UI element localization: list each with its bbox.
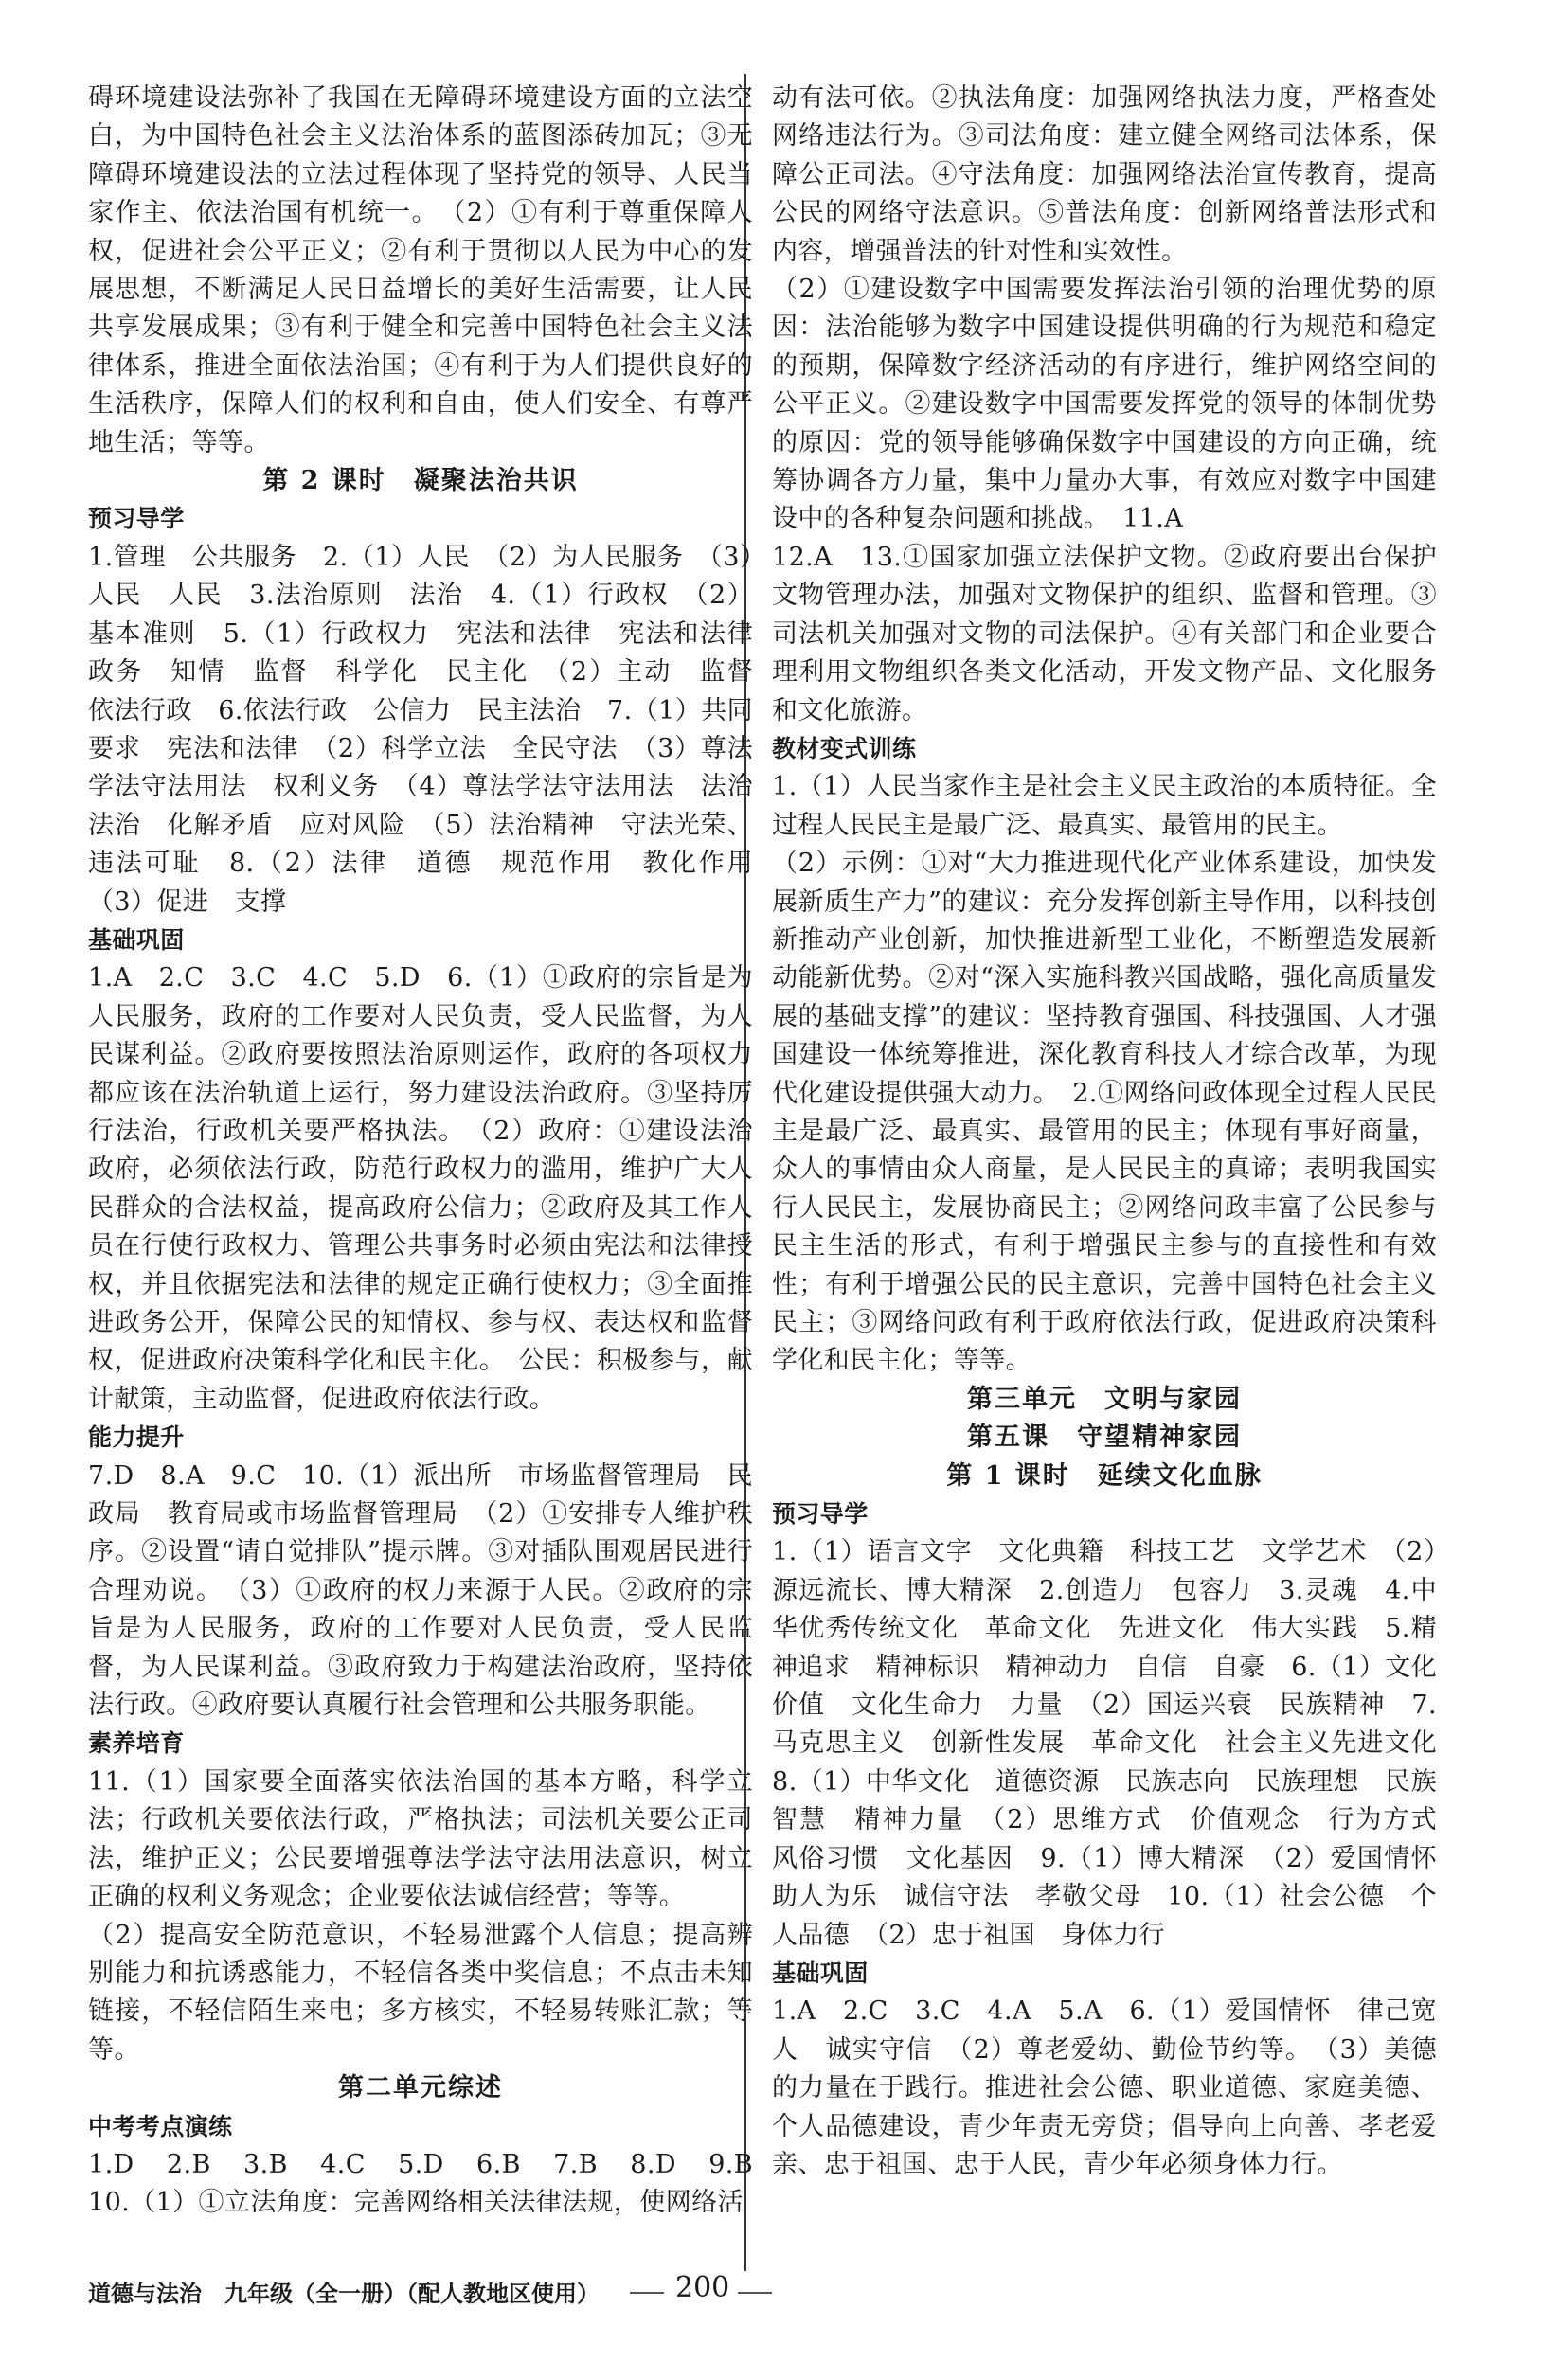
footer-dash-right bbox=[738, 2292, 772, 2294]
section-heading: 教材变式训练 bbox=[772, 734, 917, 762]
paragraph: （2）示例：①对“大力推进现代化产业体系建设，加快发展新质生产力”的建议：充分发挥创新主导作用，以科技创新推动产业创新，加快推进新型工业化，不断塑造发展新动能新优势。②对“深入实施科教兴国战略，强化高质量发展的基础支撑”的建议：坚持教育强国、科技强国、人才强国建设一体统筹推进，深化教育科技人才综合改革，为现代化建设提供强大动力。 2.①网络问政体现全过程人民民主是最广泛、最真实、最管用的民主；体现有事好商量，众人的事情由众人商量，是人民民主的真谛；表明我国实行人民民主，发展协商民主；②网络问政丰富了公民参与民主生活的形式，有利于增强民主参与的直接性和有效性；有利于增强公民的民主意识，完善中国特色社会主义民主；③网络问政有利于政府依法行政，促进政府决策科学化和民主化；等等。 bbox=[772, 849, 1437, 1376]
section-heading: 第五课 守望精神家园 bbox=[967, 1423, 1242, 1453]
paragraph: 1.（1）人民当家作主是社会主义民主政治的本质特征。全过程人民民主是最广泛、最真实、最管用的民主。 bbox=[772, 772, 1437, 840]
paragraph: 1.A 2.C 3.C 4.A 5.A 6.（1）爱国情怀 律己宽人 诚实守信 （2）尊老爱幼、勤俭节约等。 （3）美德的力量在于践行。推进社会公德、职业道德、家庭美德、个人品德建设，青少年责无旁贷；倡导向上向善、孝老爱亲、忠于祖国、忠于人民，青少年必须身体力行。 bbox=[772, 1996, 1437, 2179]
book-info: 道德与法治 九年级（全一册）（配人教地区使用） bbox=[88, 2281, 600, 2307]
paragraph: 1.（1）语言文字 文化典籍 科技工艺 文学艺术 （2）源远流长、博大精深 2.创造力 包容力 3.灵魂 4.中华优秀传统文化 革命文化 先进文化 伟大实践 5.精神追求 精神标识 精神动力 自信 自豪 6.（1）文化价值 文化生命力 力量 （2）国运兴衰 民族精神 7.马克思主义 创新性发展 革命文化 社会主义先进文化 8.（1）中华文化 道德资源 民族志向 民族理想 民族智慧 精神力量 （2）思维方式 价值观念 行为方式 风俗习惯 文化基因 9.（1）博大精深 （2）爱国情怀 助人为乐 诚信守法 孝敬父母 10.（1）社会公德 个人品德 （2）忠于祖国 身体力行 bbox=[772, 1537, 1463, 1950]
section-heading: 素养培育 bbox=[88, 1729, 185, 1758]
right-column bbox=[772, 80, 1463, 2184]
paragraph: （2）①建设数字中国需要发挥法治引领的治理优势的原因：法治能够为数字中国建设提供明确的行为规范和稳定的预期，保障数字经济活动的有序进行，维护网络空间的公平正义。②建设数字中国需要发挥党的领导的体制优势的原因：党的领导能够确保数字中国建设的方向正确，统筹协调各方力量，集中力量办大事，有效应对数字中国建设中的各种复杂问题和挑战。 11.A bbox=[772, 275, 1437, 534]
section-heading: 第三单元 文明与家园 bbox=[967, 1384, 1242, 1414]
section-heading: 第 1 课时 延续文化血脉 bbox=[946, 1460, 1263, 1491]
paragraph: 动有法可依。②执法角度：加强网络执法力度，严格查处网络违法行为。③司法角度：建立健全网络司法体系，保障公正司法。④守法角度：加强网络法治宣传教育，提高公民的网络守法意识。⑤普法角度：创新网络普法形式和内容，增强普法的针对性和实效性。 bbox=[772, 83, 1437, 266]
paragraph: 1.D 2.B 3.B 4.C 5.D 6.B 7.B 8.D 9.B 10.（1）①立法角度：完善网络相关法律法规，使网络活 bbox=[88, 2149, 780, 2218]
section-heading: 中考考点演练 bbox=[88, 2112, 233, 2140]
section-heading: 能力提升 bbox=[88, 1423, 185, 1452]
page-footer bbox=[88, 2271, 1452, 2317]
footer-dash-left bbox=[630, 2292, 664, 2294]
paragraph: 碍环境建设法弥补了我国在无障碍环境建设方面的立法空白，为中国特色社会主义法治体系的蓝图添砖加瓦；③无障碍环境建设法的立法过程体现了坚持党的领导、人民当家作主、依法治国有机统一。 （2）①有利于尊重保障人权，促进社会公平正义；②有利于贯彻以人民为中心的发展思想，不断满足人民日益增长的美好生活需要，让人民共享发展成果；③有利于健全和完善中国特色社会主义法律体系，推进全面依法治国；④有利于为人们提供良好的生活秩序，保障人们的权利和自由，使人们安全、有尊严地生活；等等。 bbox=[88, 83, 753, 457]
paragraph: 1.管理 公共服务 2.（1）人民 （2）为人民服务 （3）人民 人民 3.法治原则 法治 4.（1）行政权 （2）基本准则 5.（1）行政权力 宪法和法律 宪法和法律 政务 知情 监督 科学化 民主化 （2）主动 监督 依法行政 6.依法行政 公信力 民主法治 7.（1）共同要求 宪法和法律 （2）科学立法 全民守法 （3）尊法学法守法用法 权利义务 （4）尊法学法守法用法 法治 法治 化解矛盾 应对风险 （5）法治精神 守法光荣、违法可耻 8.（2）法律 道德 规范作用 教化作用 （3）促进 支撑 bbox=[88, 542, 780, 917]
section-heading: 基础巩固 bbox=[88, 925, 185, 954]
paragraph: 7.D 8.A 9.C 10.（1）派出所 市场监督管理局 民政局 教育局或市场监督管理局 （2）①安排专人维护秩序。②设置“请自觉排队”提示牌。③对插队围观居民进行合理劝说。 （3）①政府的权力来源于人民。②政府的宗旨是为人民服务，政府的工作要对人民负责，受人民监督，为人民谋利益。③政府致力于构建法治政府，坚持依法行政。④政府要认真履行社会管理和公共服务职能。 bbox=[88, 1460, 753, 1721]
page-number: 200 bbox=[675, 2271, 730, 2304]
paragraph: 12.A 13.①国家加强立法保护文物。②政府要出台保护文物管理办法，加强对文物保护的组织、监督和管理。③司法机关加强对文物的司法保护。④有关部门和企业要合理利用文物组织各类文化活动，开发文物产品、文化服务和文化旅游。 bbox=[772, 542, 1437, 725]
section-heading: 基础巩固 bbox=[772, 1959, 869, 1987]
section-heading: 第 2 课时 凝聚法治共识 bbox=[262, 466, 579, 496]
section-heading: 预习导学 bbox=[88, 505, 185, 533]
paragraph: （2）提高安全防范意识，不轻易泄露个人信息；提高辨别能力和抗诱惑能力，不轻信各类中奖信息；不点击未知链接，不轻信陌生来电；多方核实，不轻易转账汇款；等等。 bbox=[88, 1920, 753, 2065]
paragraph: 11.（1）国家要全面落实依法治国的基本方略，科学立法；行政机关要依法行政，严格执法；司法机关要公正司法，维护正义；公民要增强尊法学法守法用法意识，树立正确的权利义务观念；企业要依法诚信经营；等等。 bbox=[88, 1766, 753, 1912]
paragraph: 1.A 2.C 3.C 4.C 5.D 6.（1）①政府的宗旨是为人民服务，政府的工作要对人民负责，受人民监督，为人民谋利益。②政府要按照法治原则运作，政府的各项权力都应该在法治轨道上运行，努力建设法治政府。③坚持厉行法治，行政机关要严格执法。 （2）政府：①建设法治政府，必须依法行政，防范行政权力的滥用，维护广大人民群众的合法权益，提高政府公信力；②政府及其工作人员在行使行政权力、管理公共事务时必须由宪法和法律授权，并且依据宪法和法律的规定正确行使权力；③全面推进政务公开，保障公民的知情权、参与权、表达权和监督权，促进政府决策科学化和民主化。 公民：积极参与，献计献策，主动监督，促进政府依法行政。 bbox=[88, 963, 753, 1414]
section-heading: 第二单元综述 bbox=[338, 2073, 503, 2103]
left-column bbox=[88, 80, 780, 2223]
section-heading: 预习导学 bbox=[772, 1500, 869, 1529]
